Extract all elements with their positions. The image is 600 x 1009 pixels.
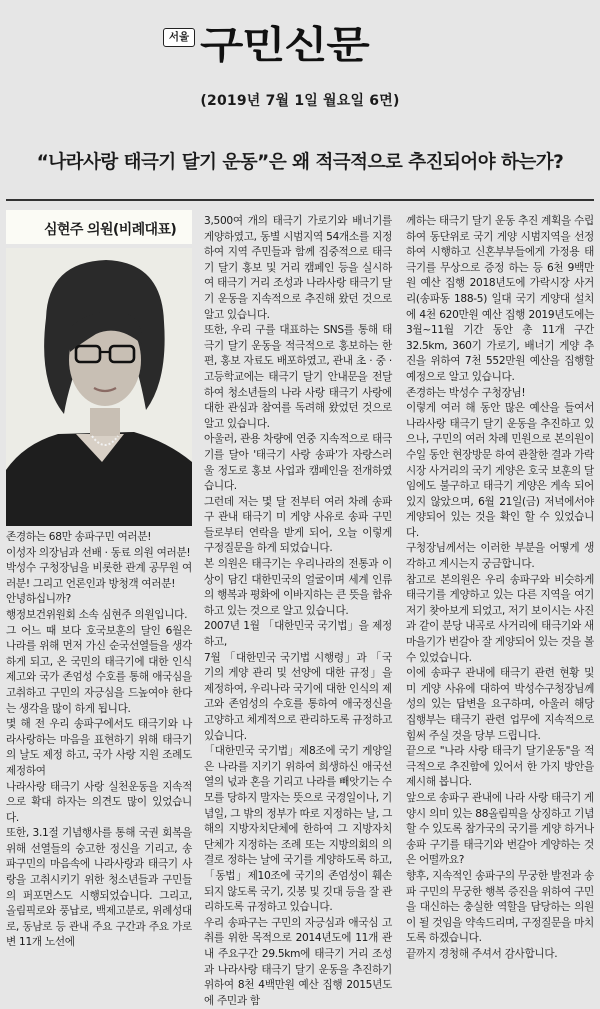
paragraph: 「대한민국 국기법」제8조에 국기 게양일은 나라를 지키기 위하여 희생하신 애국선열의 넋과 혼을 기리고 나라를 빼앗기는 수모를 당하지 말자는 뜻으로 국경일이나, 기념일, 그 밖의 정부가 따로 지정하는 날, 그해의 지방자치단체에 한하여 그 지방자치단체가 지정하는 조례 또는 지방의회의 의결로 정하는 날에 국기를 게양하도록 하고, 「동법」제10조에 국기의 존엄성이 훼손되지 않도록 국기, 깃봉 및 깃대 등을 잘 관리하도록 규정하고 있습니다. xyxy=(204,745,392,914)
paragraph: 또한, 우리 구를 대표하는 SNS를 통해 태극기 달기 운동을 적극적으로 홍보하는 한편, 홍보 자료도 배포하였고, 관내 초 · 중 · 고등학교에는 태극기 달기 안내문을 전달하여 청소년들의 나라 사랑 태극기 사랑에 대한 관심과 참여를 독려해 왔었던 것으로 알고 있습니다. xyxy=(204,324,392,430)
paragraph: 또한, 3.1절 기념행사를 통해 국권 회복을 위해 선열들의 숭고한 정신을 기리고, 송파구민의 마음속에 나라사랑과 태극기 사랑을 고취시키기 위한 청소년들과 구민들의 퍼포먼스도 시행되었습니다. 그리고, 올림픽로와 풍납로, 백제고분로, 위례성대로, 동남로 등 관내 주요 구간과 주요 가로변 11개 노선에 xyxy=(6,827,192,949)
paragraph: 본 의원은 태극기는 우리나라의 전통과 이상이 담긴 대한민국의 얼굴이며 세계 인류의 행복과 평화에 이바지하는 큰 뜻을 함유하고 있는 것으로 알고 있습니다. xyxy=(204,558,392,617)
paragraph: 박성수 구청장님을 비롯한 관계 공무원 여러분! 그리고 언론인과 방청객 여러분! xyxy=(6,562,192,590)
paragraph: 2007년 1월 「대한민국 국기법」을 제정하고, xyxy=(204,620,392,649)
portrait-photo xyxy=(6,248,192,526)
paragraph: 구청장님께서는 이러한 부분을 어떻게 생각하고 계시는지 궁금합니다. xyxy=(406,542,594,571)
newspaper-logo: 구민신문 xyxy=(200,22,369,67)
paragraph: 이성자 의장님과 선배 · 동료 의원 여러분! xyxy=(6,546,191,559)
paragraph: 나라사랑 태극기 사랑 실천운동을 지속적으로 확대 하자는 의견도 많이 있었습니다. xyxy=(6,780,192,824)
edition-info: (2019년 7월 1일 월요일 6면) xyxy=(200,93,400,109)
paragraph: 이렇게 여러 해 동안 많은 예산을 들여서 나라사랑 태극기 달기 운동을 추진하고 있으나, 구민의 여러 차례 민원으로 본의원이 수일 동안 현장방문 하여 관찰한 결과 가락시장 사거리의 국기 게양은 호국 보훈의 달임에도 불구하고 태극기 게양은 게속 되어있지 않았으며, 6월 21일(금) 저녁에서야 게양되어 있는 것을 확인 할 수 있었습니다. xyxy=(406,402,594,539)
paragraph: 3,500여 개의 태극기 가로기와 배너기를 게양하였고, 동별 시범지역 54개소를 지정하여 지역 주민들과 함께 집중적으로 태극기 달기 홍보 및 거리 캠페인 등을 실시하여 태극기 거리 조성과 나라사랑 태극기 달기 운동을 지속적으로 추진해 왔던 것으로 알고 있습니다. xyxy=(204,215,392,321)
paragraph: 이에 송파구 관내에 태극기 관련 현황 및 미 게양 사유에 대하여 박성수구청장님께 성의 있는 답변을 요구하며, 아울러 해당 집행부는 태극기 관련 업무에 지속적으로 힘써 주실 것을 당부 드립니다. xyxy=(406,667,594,742)
speaker-name: 심현주 의원(비례대표) xyxy=(44,222,177,238)
paragraph: 아울러, 관용 차량에 연중 지속적으로 태극기를 달아 '태극기 사랑 송파'가 자랑스러울 정도로 홍보 사업과 캠페인을 전개하였습니다. xyxy=(204,433,392,493)
paragraph: 께하는 태극기 달기 운동 추진 계획을 수립하여 동단위로 국기 게양 시범지역을 선정하여 시행하고 신혼부부들에게 가정용 태극기를 무상으로 증정 하는 등 6천 9백만원 예산 집행 2018년도에 가락시장 사거리(송파동 188-5) 일대 국기 게양대 설치에 4천 620만원 예산 집행 2019년도에는 3월~11월 기간 동안 총 11개 구간 32.5km, 360기 가로기, 배너기 게양 추진을 위하여 7천 552만원 예산을 집행할 예정으로 알고 있습니다. xyxy=(406,215,594,383)
paragraph: 존경하는 68만 송파구민 여러분! xyxy=(6,531,152,543)
masthead xyxy=(0,0,600,86)
paragraph: 향후, 지속적인 송파구의 무궁한 발전과 송파 구민의 무궁한 행복 증진을 위하여 구민을 대신하는 충실한 역할을 담당하는 의원이 될 것임을 약속드리며, 구정질문을 마치도록 하겠습니다. xyxy=(406,869,594,945)
paragraph: 끝까지 경청해 주셔서 감사합니다. xyxy=(406,947,558,960)
paragraph: 앞으로 송파구 관내에 나라 사랑 태극기 게양시 의미 있는 88올림픽을 상징하고 기념할 수 있도록 참가국의 국기를 게양 하거나 송파 구기를 태극기와 번갈아 게양하는 것은 어떨까요? xyxy=(406,791,594,867)
paragraph: 우리 송파구는 구민의 자긍심과 애국심 고취를 위한 목적으로 2014년도에 11개 관내 주요구간 29.5km에 태극기 거리 조성과 나라사랑 태극기 달기 운동을 추진하기 위하여 8천 4백만원 예산 집행 2015년도에 주민과 함 xyxy=(204,916,392,1007)
paragraph: 존경하는 박성수 구청장님! xyxy=(406,386,526,399)
paragraph: 참고로 본의원은 우리 송파구와 비슷하게 태극기를 게양하고 있는 다른 지역을 여기 저기 찾아보게 되었고, 저기 보이시는 사진과 같이 분당 내곡로 사거리에 태극기와 새마을기가 번갈아 잘 게양되어 있는 것을 볼 수 있었습니다. xyxy=(406,573,594,664)
paragraph: 행정보건위원회 소속 심현주 의원입니다. xyxy=(6,608,188,621)
speaker-photo xyxy=(6,248,192,526)
paragraph: 몇 해 전 우리 송파구에서도 태극기와 나라사랑하는 마음을 표현하기 위해 태극기의 날도 제정 하고, 국가 사랑 지원 조례도 제정하여 xyxy=(6,718,192,777)
paragraph: 7월 「대한민국 국기법 시행령」과 「국기의 게양 관리 및 선양에 대한 규정」을 제정하여, 우리나라 국기에 대한 인식의 제고와 존엄성의 수호를 통하여 애국정신을 고양하고 체계적으로 관리하도록 규정하고 있습니다. xyxy=(204,651,393,742)
headline: “나라사랑 태극기 달기 운동”은 왜 적극적으로 추진되어야 하는가? xyxy=(36,152,564,173)
divider xyxy=(6,199,594,201)
article-column-2 xyxy=(204,214,392,1009)
article-column-1 xyxy=(6,530,192,951)
article-column-3 xyxy=(406,214,594,963)
paragraph: 끝으로 "나라 사랑 태극기 달기운동"을 적극적으로 추진함에 있어서 한 가지 방안을 제시해 봅니다. xyxy=(406,745,594,789)
paragraph: 안녕하십니까? xyxy=(6,593,71,606)
region-badge: 서울 xyxy=(163,28,195,47)
paragraph: 그런데 저는 몇 달 전부터 여러 차례 송파구 관내 태극기 미 게양 사유로 송파 구민들로부터 연락을 받게 되어, 오늘 이렇게 구정질문을 하게 되었습니다. xyxy=(204,495,392,555)
paragraph: 그 어느 때 보다 호국보훈의 달인 6월은 나라를 위해 먼저 가신 순국선열들을 생각하게 되고, 온 국민의 태극기에 대한 인식 제고와 국가 존엄성 수호를 통해 애국심을 고취하고 구민의 자긍심을 드높여야 한다는 생각을 많이 하게 됩니다. xyxy=(6,624,192,715)
